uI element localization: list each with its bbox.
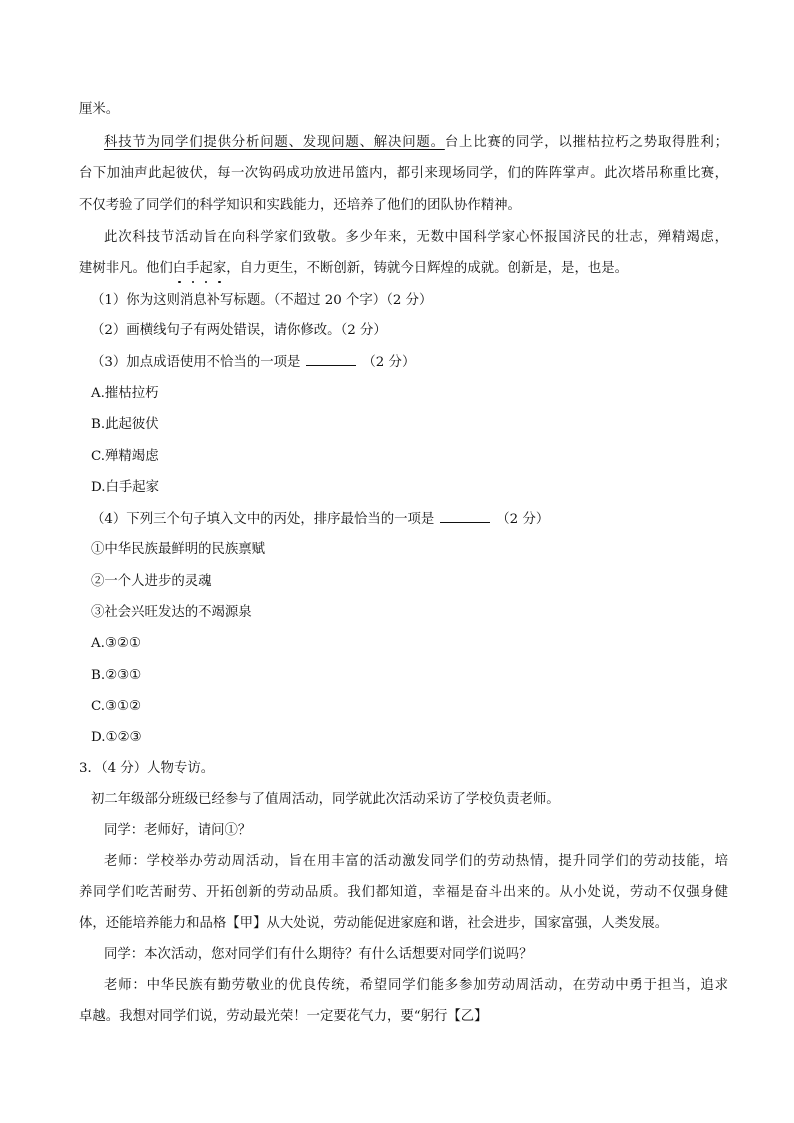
dialogue-teacher-2-line2: 卓越。我想对同学们说，劳动最光荣！一定要花气力，要“躬行【乙】: [79, 1009, 488, 1024]
q3-option-d: D.白手起家: [91, 480, 160, 495]
question-1: （1）你为这则消息补写标题。（不超过 20 个字）（2 分）: [91, 293, 433, 308]
dotted-char: 手: [186, 261, 200, 276]
q3-option-a: A.摧枯拉朽: [91, 386, 159, 401]
question-2: （2）画横线句子有两处错误，请你修改。（2 分）: [91, 323, 387, 338]
answer-blank[interactable]: [306, 353, 356, 366]
q3-stem: （3）加点成语使用不恰当的一项是: [91, 355, 301, 370]
p1-line3: 不仅考验了同学们的科学知识和实践能力，还培养了他们的团队协作精神。: [79, 198, 521, 213]
dotted-char: 家: [212, 261, 227, 276]
dialogue-teacher-1-line3: 体，还能培养能力和品格【甲】从大处说，劳动能促进家庭和谐，社会进步，国家富强，人类发展。: [79, 916, 669, 931]
section-3-intro: 初二年级部分班级已经参与了值周活动，同学就此次活动采访了学校负责老师。: [91, 792, 560, 807]
q4-option-b: B.②③①: [91, 668, 142, 683]
dialogue-student-2: 同学：本次活动，您对同学们有什么期待？有什么话想要对同学们说吗？: [104, 947, 533, 962]
p2-line2-before: 建树非凡。他们: [79, 261, 173, 276]
q4-option-c: C.③①②: [91, 699, 142, 714]
fragment-line: 厘米。: [79, 102, 120, 117]
p1-line1: [104, 134, 728, 152]
question-3: [91, 353, 415, 372]
p2-line1: 此次科技节活动旨在向科学家们致敬。多少年来，无数中国科学家心怀报国济民的壮志，殚精竭虑，: [104, 230, 728, 245]
dialogue-teacher-1-line1: 老师：学校举办劳动周活动，旨在用丰富的活动激发同学们的劳动热情，提升同学们的劳动技能，培: [104, 854, 728, 869]
q4-sentence-3: ③社会兴旺发达的不竭源泉: [91, 605, 252, 620]
dialogue-teacher-2-line1: 老师：中华民族有勤劳敬业的优良传统，希望同学们能多参加劳动周活动，在劳动中勇于担当，追求: [104, 978, 728, 993]
section-3-heading: 3．（4 分）人物专访。: [79, 761, 215, 776]
q4-option-d: D.①②③: [91, 730, 142, 745]
p2-line2-after: ，自力更生，不断创新，铸就今日辉煌的成就。创新是，是，也是。: [226, 261, 629, 276]
q4-score: （2 分）: [496, 512, 550, 527]
question-4: [91, 510, 549, 529]
p2-line2: [79, 260, 628, 278]
p1-line1-rest: 台上比赛的同学，以摧枯拉朽之势取得胜利；: [444, 135, 729, 150]
p1-line2: 台下加油声此起彼伏，每一次钩码成功放进吊篮内，都引来现场同学，们的阵阵掌声。此次塔吊称重比赛，: [79, 166, 728, 181]
q4-stem: （4）下列三个句子填入文中的丙处，排序最恰当的一项是: [91, 512, 435, 527]
q3-option-b: B.此起彼伏: [91, 417, 159, 432]
q3-score: （2 分）: [362, 355, 416, 370]
underlined-sentence: 科技节为同学们提供分析问题、发现问题、解决问题。: [104, 135, 445, 150]
q4-option-a: A.③②①: [91, 636, 141, 651]
q3-option-c: C.殚精竭虑: [91, 449, 159, 464]
dialogue-student-1: 同学：老师好，请问①？: [104, 823, 252, 838]
dialogue-teacher-1-line2: 养同学们吃苦耐劳、开拓创新的劳动品质。我们都知道，幸福是奋斗出来的。从小处说，劳动不仅强身健: [79, 885, 728, 900]
q4-sentence-1: ①中华民族最鲜明的民族禀赋: [91, 542, 266, 557]
dotted-char: 白: [172, 261, 187, 276]
answer-blank[interactable]: [440, 510, 490, 523]
dotted-char: 起: [199, 261, 213, 276]
q4-sentence-2: ②一个人进步的灵魂: [91, 574, 212, 589]
